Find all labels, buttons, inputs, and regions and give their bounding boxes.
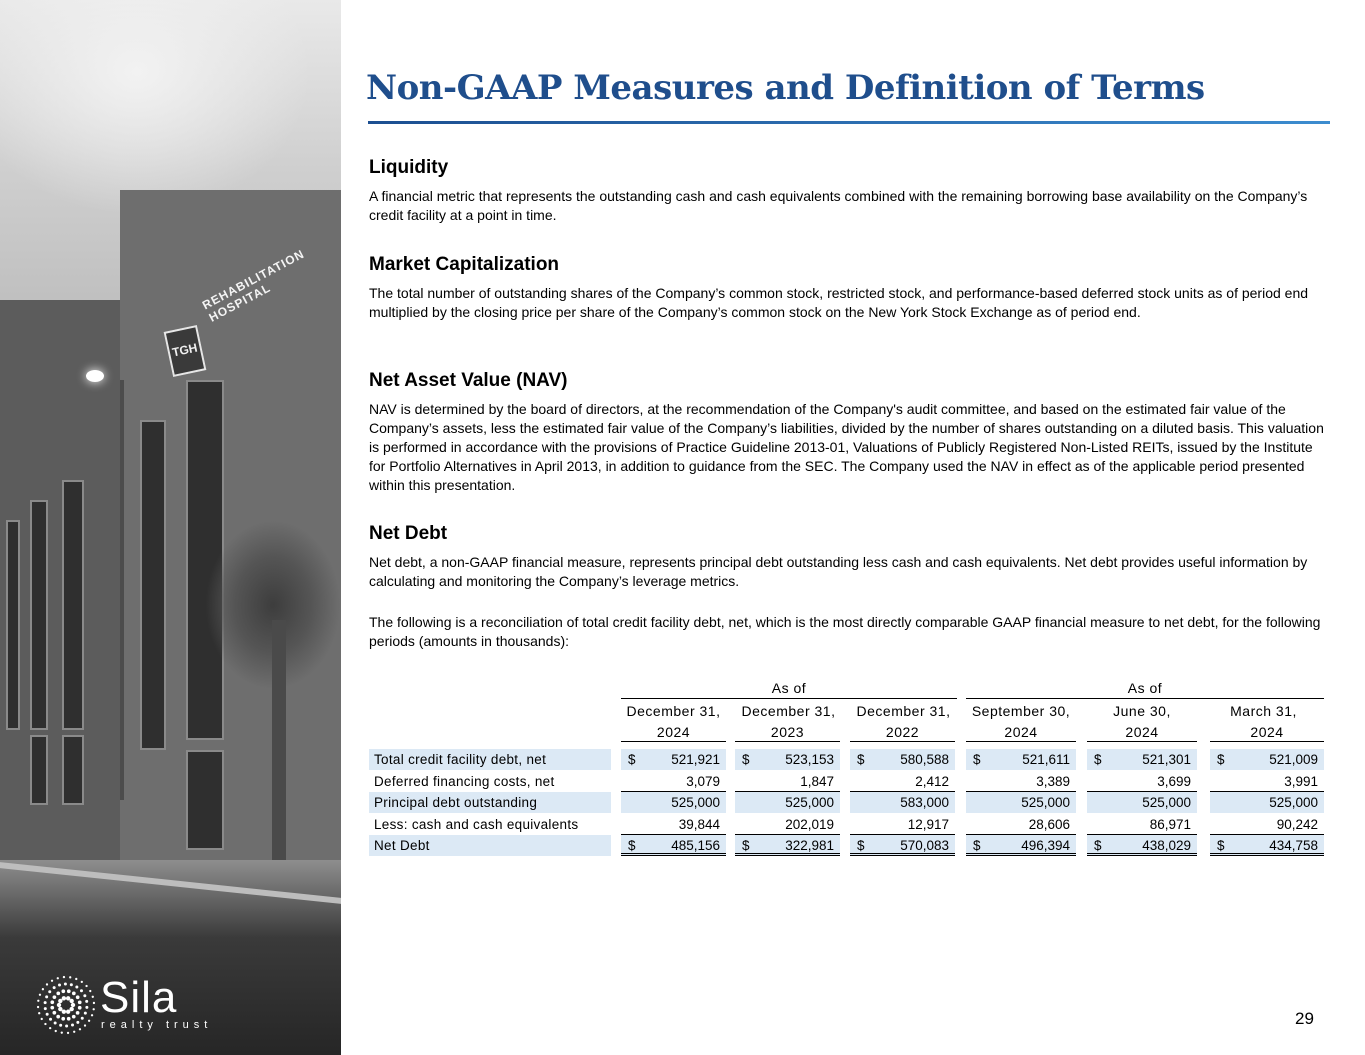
building-window — [62, 735, 84, 805]
currency-symbol: $ — [973, 838, 981, 853]
table-row — [369, 771, 1324, 792]
table-cell — [621, 835, 726, 856]
column-header-rule — [850, 741, 955, 742]
sunburst-dot — [48, 990, 51, 993]
table-cell — [735, 814, 840, 835]
sunburst-dot — [61, 989, 65, 993]
sunburst-dot — [38, 1012, 40, 1014]
row-label: Less: cash and cash equivalents — [374, 817, 579, 832]
cell-value: 322,981 — [785, 838, 834, 853]
cell-value: 202,019 — [785, 817, 834, 832]
sunburst-dot — [78, 1000, 82, 1004]
table-cell — [1087, 749, 1197, 770]
sunburst-dot — [61, 1017, 65, 1021]
sunburst-dot — [66, 1009, 70, 1013]
cell-value: 521,611 — [1022, 752, 1070, 767]
cell-value: 525,000 — [671, 795, 720, 810]
currency-symbol: $ — [857, 838, 865, 853]
logo-wordmark: Sila — [100, 973, 178, 1022]
sunburst-dot — [88, 1020, 90, 1022]
sunburst-dot — [85, 985, 87, 987]
table-cell — [621, 814, 726, 835]
table-cell — [735, 749, 840, 770]
cell-value: 521,301 — [1142, 752, 1191, 767]
table-cell — [966, 749, 1076, 770]
sunburst-dot — [75, 978, 77, 980]
building-window — [30, 500, 48, 730]
cell-value: 525,000 — [785, 795, 834, 810]
sunburst-dot — [63, 976, 65, 978]
sunburst-dot — [83, 994, 86, 997]
cell-value: 525,000 — [1269, 795, 1318, 810]
sunburst-dot — [71, 1003, 75, 1007]
sunburst-dot — [57, 1003, 61, 1007]
sunburst-dot — [71, 1023, 74, 1026]
sunburst-dot — [58, 999, 62, 1003]
title-divider — [368, 121, 1330, 124]
row-label: Net Debt — [369, 835, 611, 856]
table-cell — [1210, 814, 1324, 835]
cell-value: 485,156 — [671, 838, 720, 853]
sunburst-dot — [84, 1012, 87, 1015]
sunburst-dot — [92, 996, 94, 998]
sunburst-dot — [50, 1000, 54, 1004]
section-body: The total number of outstanding shares of the Company’s common stock, restricted stock, and performance-based deferred stock units as of period end multiplied by the closing price per share of the Company’s common stock on the New York Stock Exchange as of period end. — [369, 285, 1309, 320]
building-window — [6, 520, 20, 730]
cell-value: 525,000 — [1021, 795, 1070, 810]
section-heading: Net Debt — [369, 523, 448, 544]
sunburst-dot — [93, 1002, 95, 1004]
sunburst-dot — [55, 1030, 57, 1032]
column-header-line2: 2024 — [1250, 724, 1284, 740]
sunburst-dot — [93, 1008, 95, 1010]
sunburst-dot — [61, 1032, 63, 1034]
section-heading: Net Asset Value (NAV) — [369, 370, 568, 391]
cell-value: 3,389 — [1036, 774, 1070, 789]
building-window — [186, 750, 224, 850]
cell-value: 28,606 — [1028, 817, 1070, 832]
table-cell — [1210, 835, 1324, 856]
hospital-sign-badge: TGH — [164, 325, 207, 377]
column-header-line1: March 31, — [1230, 703, 1297, 719]
column-header-rule — [966, 741, 1076, 742]
page-title: Non-GAAP Measures and Definition of Terms — [366, 68, 1205, 108]
section-market-capitalization — [369, 254, 1324, 322]
sunburst-dot — [53, 986, 56, 989]
sunburst-dot — [81, 981, 83, 983]
sunburst-dot — [58, 1007, 62, 1011]
table-cell — [966, 771, 1076, 792]
sunburst-dot — [69, 976, 71, 978]
column-header-line2: 2023 — [770, 724, 805, 740]
sunburst-dot — [62, 1009, 66, 1013]
sunburst-dots — [37, 976, 95, 1034]
table-cell — [966, 814, 1076, 835]
currency-symbol: $ — [1217, 752, 1225, 767]
table-cell — [1210, 749, 1324, 770]
table-cell — [1087, 771, 1197, 792]
cell-value: 525,000 — [1142, 795, 1191, 810]
sunburst-dot — [76, 995, 80, 999]
hospital-sign-text: REHABILITATION HOSPITAL — [200, 246, 307, 325]
column-header-rule — [735, 741, 840, 742]
sunburst-dot — [79, 1028, 81, 1030]
sunburst-dot — [44, 1023, 46, 1025]
cell-value: 521,921 — [671, 752, 720, 767]
cell-value: 86,971 — [1149, 817, 1191, 832]
sunburst-dot — [85, 1000, 88, 1003]
sunburst-dot — [66, 996, 70, 1000]
sunburst-dot — [56, 991, 60, 995]
sunburst-dot — [69, 999, 73, 1003]
sunburst-dot — [89, 990, 91, 992]
section-net-debt — [369, 523, 1324, 591]
building-window — [30, 735, 48, 805]
sunburst-dot — [37, 1000, 39, 1002]
currency-symbol: $ — [742, 752, 750, 767]
table-cell — [735, 792, 840, 813]
table-cell — [735, 771, 840, 792]
cell-value: 90,242 — [1276, 817, 1318, 832]
table-cell — [1087, 814, 1197, 835]
sunburst-dot — [41, 1018, 43, 1020]
sunburst-dot — [72, 1015, 76, 1019]
sunburst-dot — [50, 1006, 54, 1010]
currency-symbol: $ — [742, 838, 750, 853]
section-body: A financial metric that represents the outstanding cash and cash equivalents combined with the remaining borrowing base availability on the Company’s credit facility at a point in time. — [369, 188, 1308, 223]
table-row — [369, 792, 1324, 813]
table-cell — [850, 749, 955, 770]
cell-value: 580,588 — [900, 752, 949, 767]
sunburst-dot — [57, 977, 59, 979]
table-row — [369, 749, 1324, 770]
page-number: 29 — [1295, 1009, 1314, 1028]
sunburst-dot — [85, 1006, 88, 1009]
column-header-line2: 2022 — [885, 724, 920, 740]
sunburst-dot — [52, 1011, 56, 1015]
sunburst-dot — [78, 1006, 82, 1010]
cell-value: 523,153 — [785, 752, 834, 767]
sunburst-dot — [49, 1027, 51, 1029]
cell-value: 521,009 — [1269, 752, 1318, 767]
currency-symbol: $ — [1094, 838, 1102, 853]
table-cell — [621, 792, 726, 813]
sunburst-dot — [39, 994, 41, 996]
cell-value: 3,699 — [1157, 774, 1191, 789]
table-cell — [1210, 771, 1324, 792]
sunburst-dot — [64, 983, 67, 986]
section-net-asset-value — [369, 370, 1324, 495]
row-label: Deferred financing costs, net — [374, 774, 555, 789]
group-header: As of — [621, 680, 957, 699]
sunburst-dot — [67, 1017, 71, 1021]
sunburst-dot — [62, 996, 66, 1000]
sunburst-dot — [76, 1021, 79, 1024]
sunburst-dot — [69, 1007, 73, 1011]
currency-symbol: $ — [1094, 752, 1102, 767]
table-cell — [850, 792, 955, 813]
cell-value: 570,083 — [900, 838, 949, 853]
sunburst-dot — [75, 986, 78, 989]
reconciliation-intro: The following is a reconciliation of total credit facility debt, net, which is the most directly comparable GAAP financial measure to net debt, for the following periods (amounts in thousands): — [369, 614, 1321, 649]
table-cell — [850, 771, 955, 792]
column-header-line1: December 31, — [741, 703, 836, 719]
lamp-light — [86, 370, 104, 382]
table-cell — [621, 749, 726, 770]
sunburst-dot — [73, 1031, 75, 1033]
sunburst-dot — [44, 1001, 47, 1004]
sunburst-dot — [80, 989, 83, 992]
table-row — [369, 814, 1324, 835]
section-heading: Market Capitalization — [369, 254, 560, 275]
table-cell — [1087, 792, 1197, 813]
table-cell — [966, 835, 1076, 856]
cell-value: 1,847 — [800, 774, 834, 789]
column-header-rule — [1210, 741, 1324, 742]
sunburst-dot — [72, 992, 76, 996]
sunburst-dot — [51, 980, 53, 982]
table-cell — [850, 814, 955, 835]
table-cell — [1210, 792, 1324, 813]
column-header-line1: September 30, — [971, 703, 1071, 719]
column-header-rule — [621, 741, 726, 742]
table-cell — [966, 792, 1076, 813]
cell-value: 3,991 — [1284, 774, 1318, 789]
sunburst-dot — [76, 1011, 80, 1015]
currency-symbol: $ — [1217, 838, 1225, 853]
cell-value: 12,917 — [907, 817, 949, 832]
column-header-line1: December 31, — [626, 703, 721, 719]
currency-symbol: $ — [628, 752, 636, 767]
sunburst-dot — [45, 995, 48, 998]
table-cell — [735, 835, 840, 856]
column-header-line1: December 31, — [856, 703, 951, 719]
section-body: Net debt, a non-GAAP financial measure, represents principal debt outstanding less cash and cash equivalents. Net debt provides useful information by calculating and monitoring the Company’s leverage metrics. — [369, 554, 1308, 589]
sunburst-dot — [46, 1013, 49, 1016]
sunburst-dot — [37, 1006, 39, 1008]
cell-value: 583,000 — [900, 795, 949, 810]
sunburst-dot — [44, 1007, 47, 1010]
cell-value: 438,029 — [1142, 838, 1191, 853]
sunburst-dot — [81, 1017, 84, 1020]
sunburst-dot — [58, 984, 61, 987]
cell-value: 434,758 — [1269, 838, 1318, 853]
sunburst-dot — [56, 1015, 60, 1019]
sunburst-dot — [42, 988, 44, 990]
column-header-rule — [1087, 741, 1197, 742]
net-debt-reconciliation-table — [369, 680, 1324, 860]
column-header-line2: 2024 — [1125, 724, 1159, 740]
row-label: Total credit facility debt, net — [369, 749, 611, 770]
building-photo — [0, 0, 341, 1055]
lamp-post — [120, 380, 124, 800]
sunburst-dot — [49, 1018, 52, 1021]
currency-symbol: $ — [628, 838, 636, 853]
column-header-line2: 2024 — [656, 724, 691, 740]
building-window — [140, 420, 166, 750]
column-header-line1: June 30, — [1113, 703, 1171, 719]
column-header-line2: 2024 — [1004, 724, 1038, 740]
table-cell — [850, 835, 955, 856]
sunburst-dot — [67, 989, 71, 993]
sunburst-dot — [67, 1032, 69, 1034]
table-row — [369, 835, 1324, 856]
currency-symbol: $ — [857, 752, 865, 767]
section-liquidity — [369, 157, 1324, 225]
cell-value: 496,394 — [1021, 838, 1070, 853]
sunburst-dot — [46, 983, 48, 985]
logo-tagline: realty trust — [101, 1019, 213, 1031]
row-label: Principal debt outstanding — [369, 792, 611, 813]
sunburst-dot — [84, 1024, 86, 1026]
cell-value: 39,844 — [678, 817, 720, 832]
table-cell — [1087, 835, 1197, 856]
table-cell — [621, 771, 726, 792]
building-window — [62, 480, 84, 730]
section-heading: Liquidity — [369, 157, 449, 178]
sunburst-dot — [70, 983, 73, 986]
section-body: NAV is determined by the board of directors, at the recommendation of the Company's audit committee, and based on the estimated fair value of the Company’s assets, less the estimated fair value of the Company’s liabilities, divided by the number of shares outstanding on a diluted basis. This valuation is performed in accordance with the provisions of Practice Guideline 2013-01, Valuations of Publicly Registered Non-Listed REITs, issued by the Institute for Portfolio Alternatives in April 2013, in addition to guidance from the SEC. The Company used the NAV in effect as of the applicable period presented within this presentation. — [369, 401, 1324, 493]
cell-value: 3,079 — [686, 774, 720, 789]
sunburst-dot — [91, 1014, 93, 1016]
sunburst-dot — [53, 995, 57, 999]
group-header: As of — [966, 680, 1324, 699]
sunburst-dot — [59, 1024, 62, 1027]
cell-value: 2,412 — [915, 774, 949, 789]
sunburst-dot — [54, 1021, 57, 1024]
currency-symbol: $ — [973, 752, 981, 767]
sunburst-dot — [65, 1024, 68, 1027]
